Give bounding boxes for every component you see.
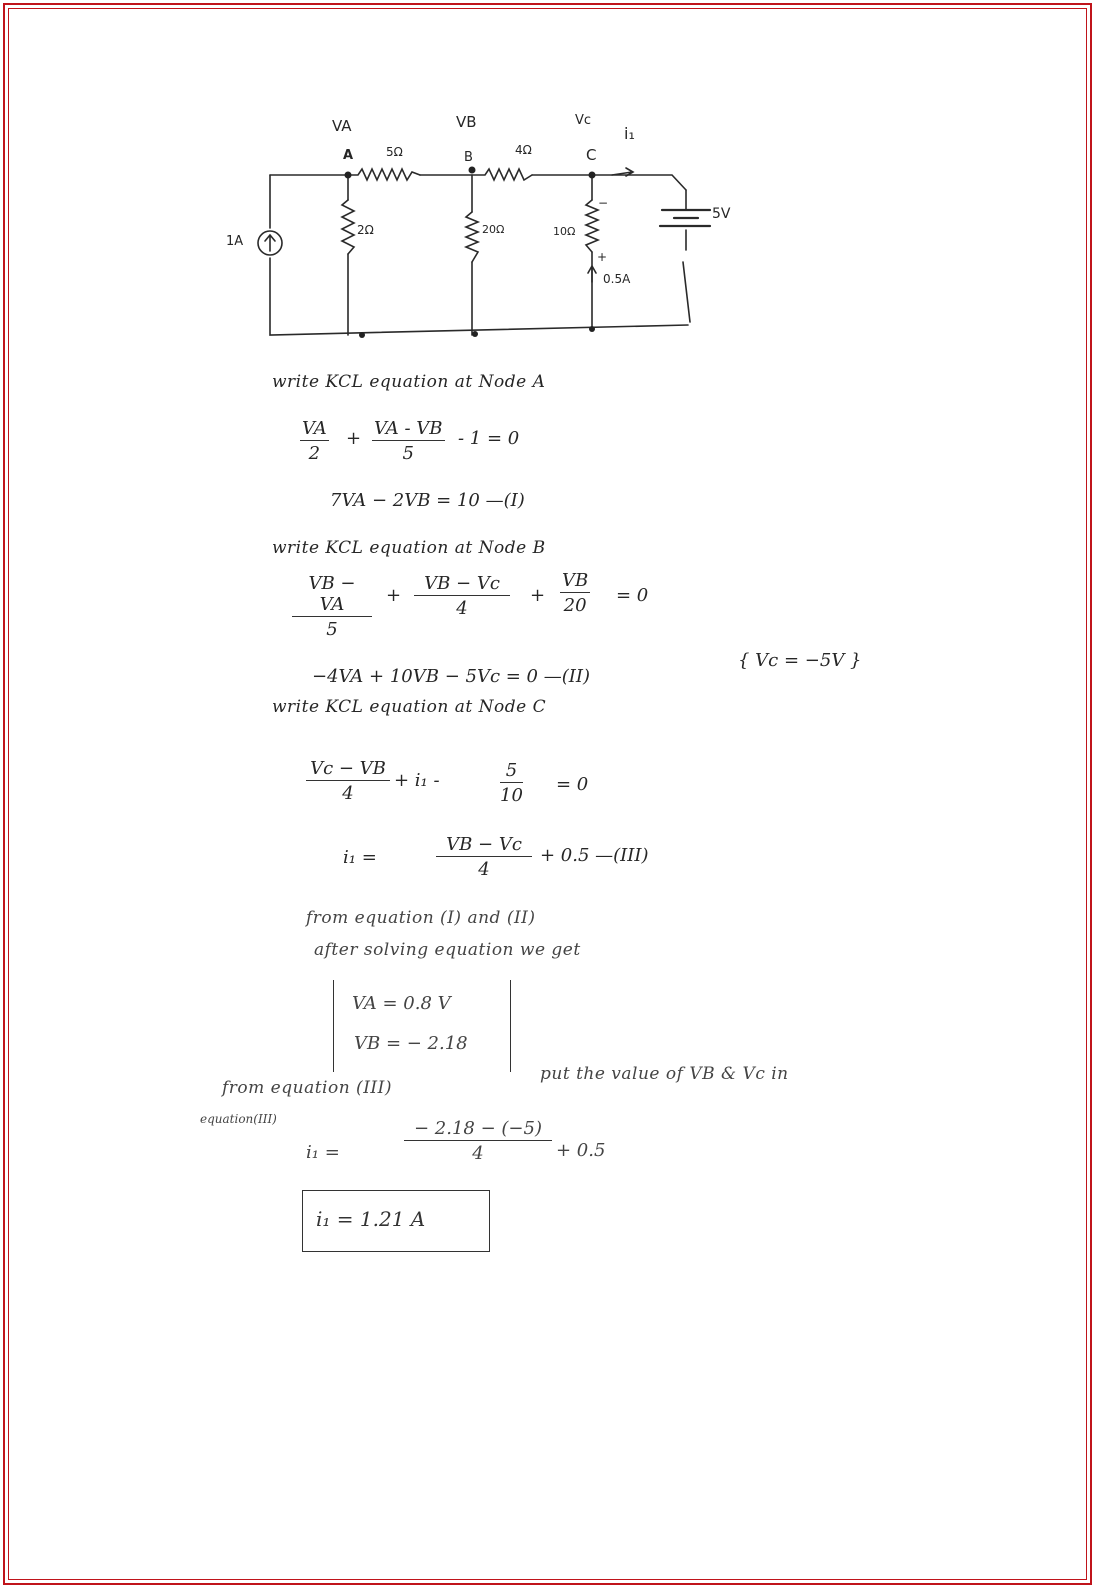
label-vc: Vc xyxy=(575,113,592,128)
label-4-ohm: 4Ω xyxy=(515,143,532,157)
node-c-term2-num: 5 xyxy=(505,760,518,781)
final-put: put the value of VB & Vc in xyxy=(540,1064,789,1084)
label-1a: 1A xyxy=(226,234,244,249)
node-b-term1 xyxy=(292,573,372,640)
node-b-op2: + xyxy=(530,585,546,606)
label-10-ohm: 10Ω xyxy=(553,225,576,238)
resistor-10-ohm xyxy=(586,200,598,252)
node-b-term3 xyxy=(560,570,590,616)
node-c-heading: write KCL equation at Node C xyxy=(272,697,547,717)
node-a-dot xyxy=(345,172,352,179)
label-minus: − xyxy=(598,196,609,210)
bottom-node-3 xyxy=(589,326,595,332)
node-b-heading: write KCL equation at Node B xyxy=(272,538,546,558)
label-5-ohm: 5Ω xyxy=(386,145,403,159)
final-den: 4 xyxy=(472,1143,484,1164)
resistor-4-ohm xyxy=(472,169,532,180)
label-node-b: B xyxy=(464,150,473,165)
i1-den: 4 xyxy=(478,859,490,880)
final-lhs: i₁ = xyxy=(306,1142,340,1163)
result-vb: VB = − 2.18 xyxy=(354,1033,468,1054)
node-a-tail: - 1 = 0 xyxy=(458,428,520,449)
label-node-a: A xyxy=(343,148,354,163)
i1-num: VB − Vc xyxy=(446,834,522,855)
final-fraction xyxy=(404,1118,552,1164)
i1-fraction xyxy=(436,834,532,880)
node-c-mid: + i₁ - xyxy=(394,770,440,791)
circuit-diagram xyxy=(0,0,1095,400)
node-c-term1 xyxy=(306,758,390,804)
label-0-5a: 0.5A xyxy=(603,272,631,286)
node-a-term1-num: VA xyxy=(302,418,327,439)
resistor-5-ohm xyxy=(348,169,420,180)
node-b-tail: = 0 xyxy=(616,585,649,606)
node-a-heading: write KCL equation at Node A xyxy=(272,372,546,392)
node-a-term1 xyxy=(300,418,329,464)
left-wire xyxy=(270,175,688,335)
node-b-term3-den: 20 xyxy=(563,595,587,616)
node-b-term2 xyxy=(414,573,510,619)
node-b-term2-den: 4 xyxy=(456,598,468,619)
node-b-result: −4VA + 10VB − 5Vc = 0 —(II) xyxy=(312,666,590,687)
node-a-term1-den: 2 xyxy=(308,443,321,464)
label-i1: i₁ xyxy=(624,124,635,143)
node-c-term2-den: 10 xyxy=(500,785,523,806)
node-a-term2-num: VA - VB xyxy=(374,418,443,439)
final-tail: + 0.5 xyxy=(556,1140,606,1161)
node-a-term2 xyxy=(372,418,445,464)
result-va: VA = 0.8 V xyxy=(352,993,451,1014)
node-a-term2-den: 5 xyxy=(402,443,414,464)
resistor-20-ohm xyxy=(466,212,478,262)
node-c-dot xyxy=(589,172,596,179)
resistor-2-ohm xyxy=(342,200,354,254)
final-side-note: equation(III) xyxy=(200,1112,277,1126)
label-va: VA xyxy=(332,117,352,135)
node-a-op1: + xyxy=(346,428,362,449)
current-source-arrow xyxy=(265,235,275,251)
i1-lhs: i₁ = xyxy=(343,847,377,868)
label-node-c: C xyxy=(586,146,597,164)
final-answer: i₁ = 1.21 A xyxy=(316,1207,426,1231)
node-b-term3-num: VB xyxy=(562,570,589,591)
node-b-note: { Vc = −5V } xyxy=(738,650,862,671)
label-20-ohm: 20Ω xyxy=(482,223,505,236)
top-wire xyxy=(270,175,686,190)
node-b-op1: + xyxy=(386,585,402,606)
node-b-term1-den: 5 xyxy=(326,619,338,640)
node-b-dot xyxy=(469,167,476,174)
label-2-ohm: 2Ω xyxy=(357,223,374,237)
node-c-term1-den: 4 xyxy=(342,783,354,804)
solve-line1: from equation (I) and (II) xyxy=(306,908,536,928)
solve-line2: after solving equation we get xyxy=(314,940,581,960)
i1-tail: + 0.5 —(III) xyxy=(540,845,649,866)
node-c-tail: = 0 xyxy=(556,774,589,795)
battery-plates xyxy=(660,210,710,226)
node-b-term2-num: VB − Vc xyxy=(424,573,500,594)
bottom-node-2 xyxy=(472,331,478,337)
node-c-term2 xyxy=(500,760,523,806)
current-arrow-0-5a xyxy=(588,266,596,282)
final-from: from equation (III) xyxy=(222,1078,392,1098)
label-5v: 5V xyxy=(712,206,731,222)
label-vb: VB xyxy=(456,113,477,131)
node-b-term1-num: VB − VA xyxy=(308,573,356,615)
node-c-term1-num: Vc − VB xyxy=(310,758,386,779)
final-num: − 2.18 − (−5) xyxy=(414,1118,542,1139)
node-a-result: 7VA − 2VB = 10 —(I) xyxy=(330,490,525,511)
label-plus: + xyxy=(597,250,608,264)
bottom-node-1 xyxy=(359,332,365,338)
